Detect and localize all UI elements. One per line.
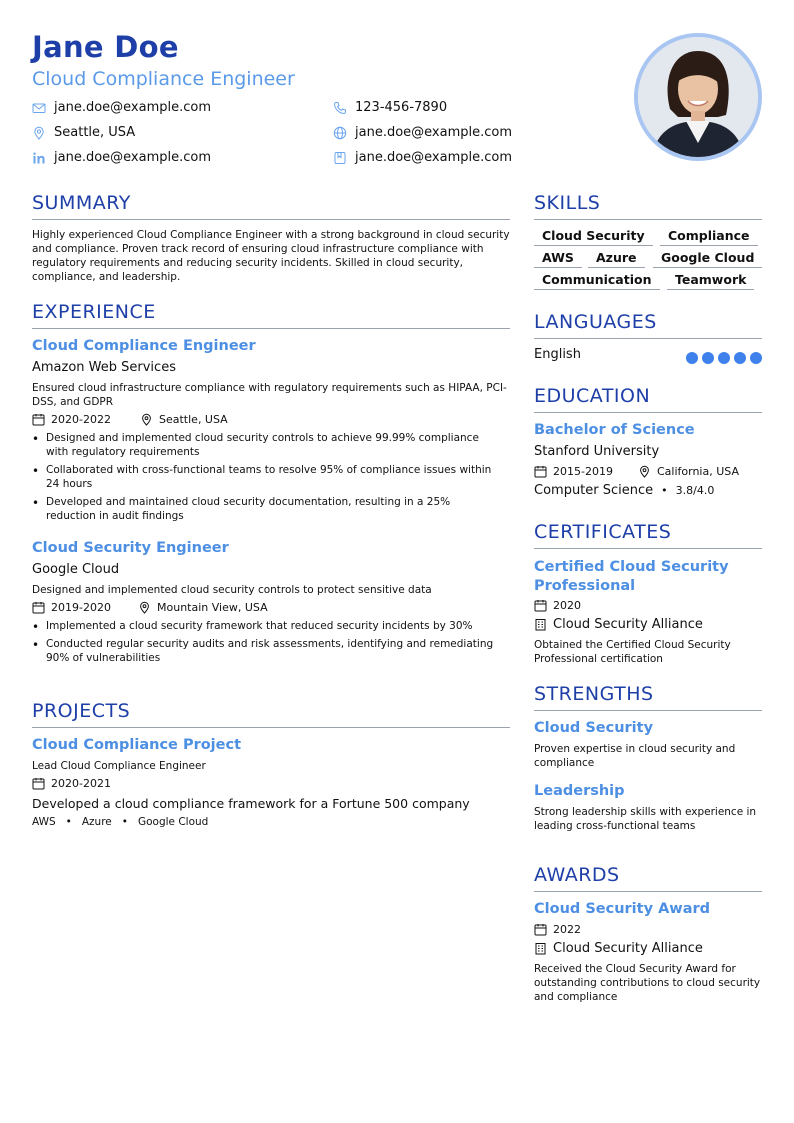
awards-divider — [534, 891, 762, 892]
list-item: • Designed and implemented cloud security controls to achieve 99.99% compliance with regulatory requirements — [32, 431, 502, 459]
skill-tag: AWS — [534, 250, 582, 268]
contact-email-text: jane.doe@example.com — [54, 100, 212, 115]
project-tag: Google Cloud — [137, 816, 209, 828]
list-item: • Implemented a cloud security framework that reduced security incidents by 30% — [32, 619, 502, 633]
contact-location — [32, 125, 135, 140]
languages-divider — [534, 338, 762, 339]
calendar-icon — [534, 923, 547, 936]
project-dates — [32, 777, 111, 790]
candidate-title: Cloud Compliance Engineer — [32, 68, 295, 90]
project-tags — [32, 816, 208, 828]
envelope-icon — [32, 101, 46, 115]
project-role: Lead Cloud Compliance Engineer — [32, 760, 206, 772]
language-name: English — [534, 347, 581, 362]
job-dates — [32, 601, 111, 614]
education-field-row — [534, 483, 714, 498]
skills-heading: SKILLS — [534, 192, 601, 214]
skill-tag: Cloud Security — [534, 228, 653, 246]
separator: • — [661, 484, 668, 497]
contact-website[interactable] — [333, 125, 512, 140]
skill-tag: Azure — [588, 250, 645, 268]
skill-tag: Communication — [534, 272, 660, 290]
job-bullets — [32, 619, 502, 669]
globe-icon — [333, 126, 347, 140]
contact-website-text: jane.doe@example.com — [355, 125, 513, 140]
skill-tag: Teamwork — [667, 272, 754, 290]
gpa: 3.8/4.0 — [675, 484, 715, 497]
profile-photo — [634, 33, 762, 161]
projects-heading: PROJECTS — [32, 700, 131, 722]
language-level-dot — [702, 352, 714, 364]
location-pin-icon — [32, 126, 46, 140]
field-of-study: Computer Science — [534, 483, 654, 498]
location-pin-icon — [138, 601, 151, 614]
linkedin-icon — [32, 151, 46, 165]
summary-text: Highly experienced Cloud Compliance Engineer with a strong background in cloud security and compliance. Proven track record of ensuring cloud infrastructure compliance with regulatory requirements and reducing security incidents. Skilled in cloud security, compliance, and leadership. — [32, 229, 510, 283]
education-heading: EDUCATION — [534, 385, 651, 407]
tag-separator: • — [121, 816, 128, 828]
award-year — [534, 923, 581, 936]
candidate-name: Jane Doe — [32, 30, 179, 64]
strength-title: Leadership — [534, 783, 625, 799]
job-location — [138, 601, 268, 614]
job-dates-text: 2019-2020 — [51, 601, 111, 614]
job-title: Cloud Security Engineer — [32, 540, 229, 556]
skill-tag: Compliance — [660, 228, 758, 246]
location-pin-icon — [140, 413, 153, 426]
contact-email[interactable] — [32, 100, 211, 115]
certificate-issuer — [534, 617, 703, 632]
job-location-text: Mountain View, USA — [157, 601, 268, 614]
summary-heading: SUMMARY — [32, 192, 131, 214]
certificates-divider — [534, 548, 762, 549]
calendar-icon — [534, 599, 547, 612]
project-description: Developed a cloud compliance framework for a Fortune 500 company — [32, 796, 470, 811]
education-dates — [534, 465, 613, 478]
job-location-text: Seattle, USA — [159, 413, 228, 426]
degree: Bachelor of Science — [534, 422, 695, 438]
phone-icon — [333, 101, 347, 115]
award-year-text: 2022 — [553, 923, 581, 936]
job-dates — [32, 413, 111, 426]
job-description: Ensured cloud infrastructure compliance with regulatory requirements such as HIPAA, PCI-DSS, and GDPR — [32, 382, 507, 408]
project-tag: Azure — [81, 816, 112, 828]
education-location-text: California, USA — [657, 465, 739, 478]
list-item: • Collaborated with cross-functional teams to resolve 95% of compliance issues within 24 hours — [32, 463, 502, 491]
certificate-issuer-text: Cloud Security Alliance — [553, 617, 703, 632]
location-pin-icon — [638, 465, 651, 478]
calendar-icon — [32, 413, 45, 426]
contact-linkedin[interactable] — [32, 150, 211, 165]
tag-separator: • — [65, 816, 72, 828]
award-issuer — [534, 941, 703, 956]
award-title: Cloud Security Award — [534, 901, 711, 917]
project-dates-text: 2020-2021 — [51, 777, 111, 790]
list-item: • Conducted regular security audits and risk assessments, identifying and remediating 90% of vulnerabilities — [32, 637, 502, 665]
bookmark-icon — [333, 151, 347, 165]
job-description: Designed and implemented cloud security controls to protect sensitive data — [32, 584, 432, 596]
job-dates-text: 2020-2022 — [51, 413, 111, 426]
job-location — [140, 413, 228, 426]
education-location — [638, 465, 739, 478]
contact-location-text: Seattle, USA — [54, 125, 136, 140]
projects-divider — [32, 727, 510, 728]
contact-other-text: jane.doe@example.com — [355, 150, 513, 165]
summary-divider — [32, 219, 510, 220]
awards-heading: AWARDS — [534, 864, 620, 886]
job-company: Google Cloud — [32, 562, 120, 577]
calendar-icon — [32, 777, 45, 790]
job-company: Amazon Web Services — [32, 360, 176, 375]
school: Stanford University — [534, 444, 660, 459]
certificate-title: Certified Cloud Security Professional — [534, 559, 729, 594]
award-issuer-text: Cloud Security Alliance — [553, 941, 703, 956]
strength-title: Cloud Security — [534, 720, 654, 736]
language-level-dot — [750, 352, 762, 364]
contact-phone-text: 123-456-7890 — [355, 100, 448, 115]
certificate-description: Obtained the Certified Cloud Security Professional certification — [534, 639, 731, 665]
contact-linkedin-text: jane.doe@example.com — [54, 150, 212, 165]
education-dates-text: 2015-2019 — [553, 465, 613, 478]
contact-phone[interactable] — [333, 100, 447, 115]
experience-divider — [32, 328, 510, 329]
building-icon — [534, 942, 547, 955]
calendar-icon — [32, 601, 45, 614]
strength-description: Proven expertise in cloud security and compliance — [534, 743, 736, 769]
certificate-year-text: 2020 — [553, 599, 581, 612]
languages-heading: LANGUAGES — [534, 311, 657, 333]
list-item: • Developed and maintained cloud security documentation, resulting in a 25% reduction in audit findings — [32, 495, 502, 523]
project-title: Cloud Compliance Project — [32, 737, 242, 753]
education-divider — [534, 412, 762, 413]
strengths-divider — [534, 710, 762, 711]
strength-description: Strong leadership skills with experience in leading cross-functional teams — [534, 806, 757, 832]
language-level-dot — [718, 352, 730, 364]
calendar-icon — [534, 465, 547, 478]
skill-tag: Google Cloud — [653, 250, 762, 268]
certificates-heading: CERTIFICATES — [534, 521, 672, 543]
project-tag: AWS — [32, 816, 56, 828]
contact-other[interactable] — [333, 150, 512, 165]
language-level-dot — [734, 352, 746, 364]
award-description: Received the Cloud Security Award for outstanding contributions to cloud security and compliance — [534, 963, 761, 1003]
language-level-dot — [686, 352, 698, 364]
building-icon — [534, 618, 547, 631]
certificate-year — [534, 599, 581, 612]
job-title: Cloud Compliance Engineer — [32, 338, 256, 354]
job-bullets — [32, 431, 502, 527]
skills-divider — [534, 219, 762, 220]
strengths-heading: STRENGTHS — [534, 683, 654, 705]
experience-heading: EXPERIENCE — [32, 301, 156, 323]
